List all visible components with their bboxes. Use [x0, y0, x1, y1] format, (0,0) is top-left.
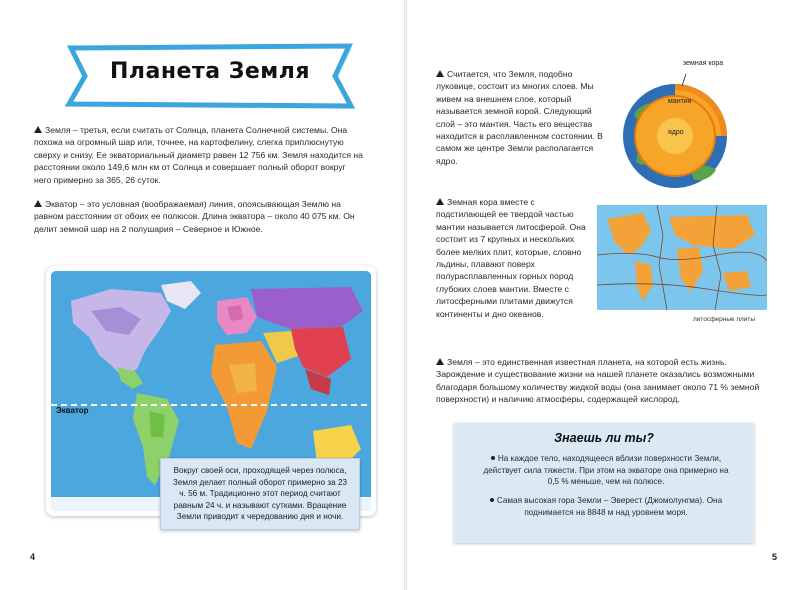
title-banner	[65, 42, 355, 110]
equator-text: Экватор – это условная (воображаемая) линия, опоясывающая Землю на равном расстоянии от обоих ее полюсов. Длина экватора – около 40 075 км. Он делит земной шар на 2 полушария – Северное и Южное.	[34, 199, 355, 234]
lithosphere-plates-map	[597, 205, 767, 310]
bullet-dot-icon	[490, 498, 494, 502]
fact-item	[478, 453, 734, 488]
intro-paragraph	[34, 124, 364, 186]
did-you-know-title: Знаешь ли ты?	[554, 431, 654, 445]
page-number-left: 4	[30, 552, 36, 562]
rotation-caption-text: Вокруг своей оси, проходящей через полюса, Земля делает полный оборот примерно за 23 ч. 56 м. Традиционно этот период считают равным 24 ч. и называют сутками. Вращение Земли приводит к чередованию дня и ночи.	[172, 466, 348, 522]
core-label: ядро	[668, 129, 684, 136]
lithosphere-paragraph	[436, 196, 588, 320]
fact-text: На каждое тело, находящееся вблизи поверхности Земли, действует сила тяжести. При этом на экваторе она примерно на 0,5 % меньше, чем на полюсе.	[483, 454, 729, 487]
fact-text: Самая высокая гора Земли – Эверест (Джомолунгма). Она поднимается на 8848 м над уровнем моря.	[496, 496, 723, 517]
layers-paragraph	[436, 68, 604, 167]
rotation-caption-box	[160, 458, 360, 530]
equator-paragraph	[34, 198, 370, 235]
triangle-bullet-icon	[34, 126, 42, 133]
triangle-bullet-icon	[436, 70, 444, 77]
page-title: Планета Земля	[109, 59, 311, 84]
lithosphere-text: Земная кора вместе с подстилающей ее твердой частью мантии называется литосферой. Она состоит из 7 крупных и нескольких более мелких плит, которые, словно льдины, плавают поверх полурасплавленных горных пород глубоких слоев мантии. Вместе с литосферными плитами движутся континенты и дно океанов.	[436, 197, 586, 319]
page-number-right: 5	[772, 552, 778, 562]
life-text: Земля – это единственная известная планета, на которой есть жизнь. Зарождение и существование жизни на нашей планете оказались возможными благодаря большому количеству жидкой воды (она занимает около 71 % земной поверхности) и наличию атмосферы, содержащей кислород.	[436, 357, 760, 405]
bullet-dot-icon	[491, 456, 495, 460]
life-paragraph	[436, 356, 776, 406]
plates-caption: литосферные плиты	[693, 316, 756, 323]
mantle-label: мантия	[668, 98, 692, 105]
triangle-bullet-icon	[34, 200, 42, 207]
layers-text: Считается, что Земля, подобно луковице, состоит из многих слоев. Мы живем на внешнем слое, который называется земной корой. Следующий слой – это мантия. Часть его вещества находится в расплавленном состоянии. В самом же центре Земли располагается ядро.	[436, 69, 603, 166]
fact-item	[478, 495, 734, 518]
book-spine	[404, 0, 407, 590]
crust-label: земная кора	[683, 60, 724, 67]
triangle-bullet-icon	[436, 358, 444, 365]
intro-text: Земля – третья, если считать от Солнца, планета Солнечной системы. Она похожа на огромный шар или, точнее, на картофелину, слегка приплюснутую сверху и снизу. Ее экваториальный диаметр равен 12 756 км. Земля находится на расстоянии около 149,6 млн км от Солнца и совершает полный оборот вокруг него примерно за 365, 26 суток.	[34, 125, 363, 185]
triangle-bullet-icon	[436, 198, 444, 205]
equator-label: Экватор	[56, 406, 89, 415]
did-you-know-box	[454, 423, 754, 543]
